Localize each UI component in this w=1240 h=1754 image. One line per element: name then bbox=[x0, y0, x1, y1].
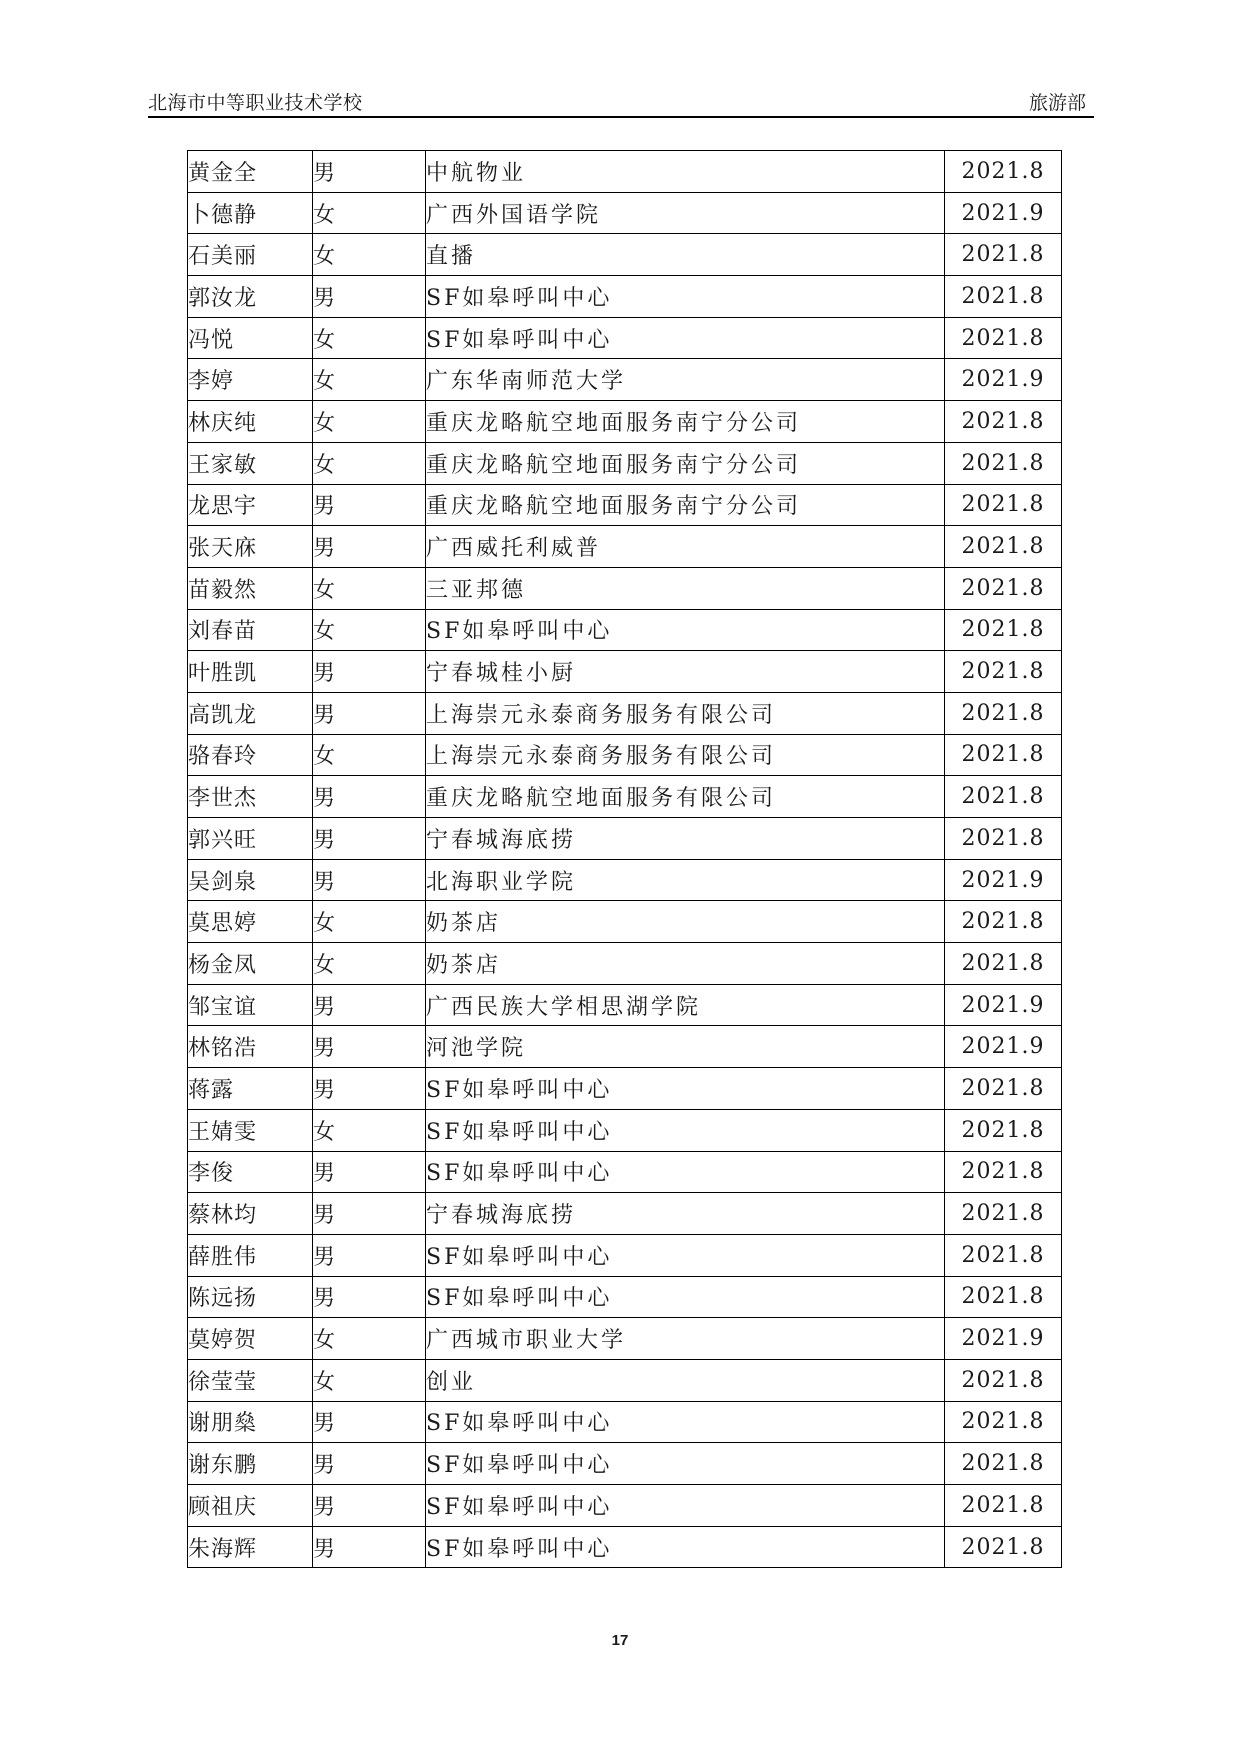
student-name-cell: 李俊 bbox=[188, 1151, 313, 1193]
employer-cell: 河池学院 bbox=[426, 1026, 945, 1068]
table-row bbox=[188, 276, 1062, 318]
table-row bbox=[188, 734, 1062, 776]
gender-cell: 男 bbox=[313, 526, 426, 568]
student-name-cell: 郭兴旺 bbox=[188, 818, 313, 860]
gender-cell: 女 bbox=[313, 734, 426, 776]
gender-cell: 男 bbox=[313, 1526, 426, 1568]
date-cell: 2021.8 bbox=[945, 1485, 1062, 1527]
employer-cell: SF如皋呼叫中心 bbox=[426, 317, 945, 359]
gender-cell: 男 bbox=[313, 276, 426, 318]
student-name-cell: 龙思宇 bbox=[188, 484, 313, 526]
table-row bbox=[188, 359, 1062, 401]
table-row bbox=[188, 1234, 1062, 1276]
date-cell: 2021.8 bbox=[945, 692, 1062, 734]
table-row bbox=[188, 1109, 1062, 1151]
employer-cell: 北海职业学院 bbox=[426, 859, 945, 901]
date-cell: 2021.9 bbox=[945, 1026, 1062, 1068]
employer-cell: SF如皋呼叫中心 bbox=[426, 1485, 945, 1527]
table-row bbox=[188, 1068, 1062, 1110]
student-name-cell: 徐莹莹 bbox=[188, 1359, 313, 1401]
student-name-cell: 卜德静 bbox=[188, 192, 313, 234]
date-cell: 2021.9 bbox=[945, 984, 1062, 1026]
date-cell: 2021.8 bbox=[945, 651, 1062, 693]
employer-cell: SF如皋呼叫中心 bbox=[426, 1151, 945, 1193]
student-name-cell: 杨金凤 bbox=[188, 943, 313, 985]
date-cell: 2021.8 bbox=[945, 1443, 1062, 1485]
date-cell: 2021.8 bbox=[945, 151, 1062, 193]
date-cell: 2021.9 bbox=[945, 1318, 1062, 1360]
student-name-cell: 石美丽 bbox=[188, 234, 313, 276]
student-name-cell: 骆春玲 bbox=[188, 734, 313, 776]
employer-cell: 重庆龙略航空地面服务南宁分公司 bbox=[426, 442, 945, 484]
date-cell: 2021.8 bbox=[945, 234, 1062, 276]
student-name-cell: 蒋露 bbox=[188, 1068, 313, 1110]
date-cell: 2021.8 bbox=[945, 943, 1062, 985]
student-name-cell: 张天庥 bbox=[188, 526, 313, 568]
table-row bbox=[188, 1443, 1062, 1485]
student-name-cell: 冯悦 bbox=[188, 317, 313, 359]
gender-cell: 男 bbox=[313, 859, 426, 901]
student-name-cell: 王婧雯 bbox=[188, 1109, 313, 1151]
gender-cell: 男 bbox=[313, 151, 426, 193]
table-row bbox=[188, 401, 1062, 443]
gender-cell: 女 bbox=[313, 401, 426, 443]
date-cell: 2021.8 bbox=[945, 1276, 1062, 1318]
student-name-cell: 叶胜凯 bbox=[188, 651, 313, 693]
table-row bbox=[188, 651, 1062, 693]
gender-cell: 男 bbox=[313, 984, 426, 1026]
gender-cell: 女 bbox=[313, 442, 426, 484]
table-row bbox=[188, 1359, 1062, 1401]
table-row bbox=[188, 526, 1062, 568]
student-name-cell: 王家敏 bbox=[188, 442, 313, 484]
table-row bbox=[188, 692, 1062, 734]
gender-cell: 男 bbox=[313, 1234, 426, 1276]
employment-table bbox=[187, 150, 1062, 1568]
date-cell: 2021.8 bbox=[945, 1193, 1062, 1235]
gender-cell: 女 bbox=[313, 234, 426, 276]
employer-cell: SF如皋呼叫中心 bbox=[426, 1276, 945, 1318]
table-row bbox=[188, 317, 1062, 359]
gender-cell: 女 bbox=[313, 943, 426, 985]
date-cell: 2021.8 bbox=[945, 1068, 1062, 1110]
date-cell: 2021.8 bbox=[945, 1526, 1062, 1568]
date-cell: 2021.8 bbox=[945, 1234, 1062, 1276]
date-cell: 2021.8 bbox=[945, 1401, 1062, 1443]
date-cell: 2021.9 bbox=[945, 359, 1062, 401]
date-cell: 2021.8 bbox=[945, 734, 1062, 776]
gender-cell: 男 bbox=[313, 818, 426, 860]
employer-cell: 奶茶店 bbox=[426, 901, 945, 943]
employer-cell: 创业 bbox=[426, 1359, 945, 1401]
table-row bbox=[188, 859, 1062, 901]
student-name-cell: 吴剑泉 bbox=[188, 859, 313, 901]
gender-cell: 女 bbox=[313, 192, 426, 234]
table-row bbox=[188, 984, 1062, 1026]
employer-cell: 直播 bbox=[426, 234, 945, 276]
school-name: 北海市中等职业技术学校 bbox=[148, 92, 363, 114]
student-name-cell: 苗毅然 bbox=[188, 567, 313, 609]
table-row bbox=[188, 192, 1062, 234]
page-header bbox=[148, 84, 1094, 118]
date-cell: 2021.8 bbox=[945, 401, 1062, 443]
date-cell: 2021.8 bbox=[945, 1359, 1062, 1401]
table-row bbox=[188, 151, 1062, 193]
employer-cell: SF如皋呼叫中心 bbox=[426, 1443, 945, 1485]
gender-cell: 女 bbox=[313, 1359, 426, 1401]
student-name-cell: 莫婷贺 bbox=[188, 1318, 313, 1360]
employer-cell: SF如皋呼叫中心 bbox=[426, 1401, 945, 1443]
student-name-cell: 林铭浩 bbox=[188, 1026, 313, 1068]
gender-cell: 男 bbox=[313, 1193, 426, 1235]
date-cell: 2021.8 bbox=[945, 442, 1062, 484]
date-cell: 2021.8 bbox=[945, 901, 1062, 943]
student-name-cell: 朱海辉 bbox=[188, 1526, 313, 1568]
student-name-cell: 薛胜伟 bbox=[188, 1234, 313, 1276]
student-name-cell: 邹宝谊 bbox=[188, 984, 313, 1026]
table-row bbox=[188, 1526, 1062, 1568]
employment-table-body bbox=[188, 151, 1062, 1568]
gender-cell: 男 bbox=[313, 651, 426, 693]
table-row bbox=[188, 943, 1062, 985]
table-row bbox=[188, 234, 1062, 276]
gender-cell: 女 bbox=[313, 359, 426, 401]
employer-cell: 广西城市职业大学 bbox=[426, 1318, 945, 1360]
student-name-cell: 陈远扬 bbox=[188, 1276, 313, 1318]
table-row bbox=[188, 1485, 1062, 1527]
employer-cell: 中航物业 bbox=[426, 151, 945, 193]
table-row bbox=[188, 1026, 1062, 1068]
table-row bbox=[188, 1318, 1062, 1360]
student-name-cell: 蔡林均 bbox=[188, 1193, 313, 1235]
gender-cell: 男 bbox=[313, 1068, 426, 1110]
employer-cell: 宁春城桂小厨 bbox=[426, 651, 945, 693]
student-name-cell: 李世杰 bbox=[188, 776, 313, 818]
gender-cell: 女 bbox=[313, 317, 426, 359]
table-row bbox=[188, 1151, 1062, 1193]
page-number: 17 bbox=[611, 1632, 629, 1649]
table-row bbox=[188, 1276, 1062, 1318]
employer-cell: 上海崇元永泰商务服务有限公司 bbox=[426, 692, 945, 734]
gender-cell: 男 bbox=[313, 484, 426, 526]
date-cell: 2021.8 bbox=[945, 567, 1062, 609]
table-row bbox=[188, 776, 1062, 818]
gender-cell: 男 bbox=[313, 692, 426, 734]
date-cell: 2021.8 bbox=[945, 1109, 1062, 1151]
gender-cell: 男 bbox=[313, 776, 426, 818]
employer-cell: SF如皋呼叫中心 bbox=[426, 1234, 945, 1276]
gender-cell: 男 bbox=[313, 1485, 426, 1527]
gender-cell: 女 bbox=[313, 609, 426, 651]
employer-cell: 重庆龙略航空地面服务有限公司 bbox=[426, 776, 945, 818]
employer-cell: 重庆龙略航空地面服务南宁分公司 bbox=[426, 484, 945, 526]
table-row bbox=[188, 609, 1062, 651]
table-row bbox=[188, 484, 1062, 526]
employer-cell: 宁春城海底捞 bbox=[426, 1193, 945, 1235]
gender-cell: 女 bbox=[313, 901, 426, 943]
student-name-cell: 林庆纯 bbox=[188, 401, 313, 443]
gender-cell: 男 bbox=[313, 1151, 426, 1193]
employer-cell: SF如皋呼叫中心 bbox=[426, 1109, 945, 1151]
date-cell: 2021.8 bbox=[945, 276, 1062, 318]
table-row bbox=[188, 818, 1062, 860]
student-name-cell: 李婷 bbox=[188, 359, 313, 401]
student-name-cell: 高凯龙 bbox=[188, 692, 313, 734]
employer-cell: 广西民族大学相思湖学院 bbox=[426, 984, 945, 1026]
employer-cell: SF如皋呼叫中心 bbox=[426, 609, 945, 651]
student-name-cell: 黄金全 bbox=[188, 151, 313, 193]
gender-cell: 男 bbox=[313, 1276, 426, 1318]
gender-cell: 男 bbox=[313, 1026, 426, 1068]
date-cell: 2021.8 bbox=[945, 609, 1062, 651]
employer-cell: 上海崇元永泰商务服务有限公司 bbox=[426, 734, 945, 776]
table-row bbox=[188, 442, 1062, 484]
student-name-cell: 莫思婷 bbox=[188, 901, 313, 943]
employer-cell: 宁春城海底捞 bbox=[426, 818, 945, 860]
student-name-cell: 郭汝龙 bbox=[188, 276, 313, 318]
date-cell: 2021.8 bbox=[945, 818, 1062, 860]
employer-cell: SF如皋呼叫中心 bbox=[426, 276, 945, 318]
employer-cell: SF如皋呼叫中心 bbox=[426, 1068, 945, 1110]
date-cell: 2021.8 bbox=[945, 1151, 1062, 1193]
employer-cell: 重庆龙略航空地面服务南宁分公司 bbox=[426, 401, 945, 443]
gender-cell: 男 bbox=[313, 1443, 426, 1485]
employer-cell: 广东华南师范大学 bbox=[426, 359, 945, 401]
gender-cell: 女 bbox=[313, 1109, 426, 1151]
student-name-cell: 顾祖庆 bbox=[188, 1485, 313, 1527]
table-row bbox=[188, 1193, 1062, 1235]
gender-cell: 男 bbox=[313, 1401, 426, 1443]
table-row bbox=[188, 901, 1062, 943]
student-name-cell: 谢东鹏 bbox=[188, 1443, 313, 1485]
date-cell: 2021.9 bbox=[945, 192, 1062, 234]
gender-cell: 女 bbox=[313, 567, 426, 609]
date-cell: 2021.9 bbox=[945, 859, 1062, 901]
gender-cell: 女 bbox=[313, 1318, 426, 1360]
date-cell: 2021.8 bbox=[945, 317, 1062, 359]
employer-cell: 广西威托利威普 bbox=[426, 526, 945, 568]
table-row bbox=[188, 1401, 1062, 1443]
date-cell: 2021.8 bbox=[945, 484, 1062, 526]
department-name: 旅游部 bbox=[1028, 92, 1086, 114]
employer-cell: 广西外国语学院 bbox=[426, 192, 945, 234]
table-row bbox=[188, 567, 1062, 609]
employer-cell: 奶茶店 bbox=[426, 943, 945, 985]
date-cell: 2021.8 bbox=[945, 526, 1062, 568]
date-cell: 2021.8 bbox=[945, 776, 1062, 818]
employer-cell: SF如皋呼叫中心 bbox=[426, 1526, 945, 1568]
employer-cell: 三亚邦德 bbox=[426, 567, 945, 609]
student-name-cell: 谢朋燊 bbox=[188, 1401, 313, 1443]
student-name-cell: 刘春苗 bbox=[188, 609, 313, 651]
